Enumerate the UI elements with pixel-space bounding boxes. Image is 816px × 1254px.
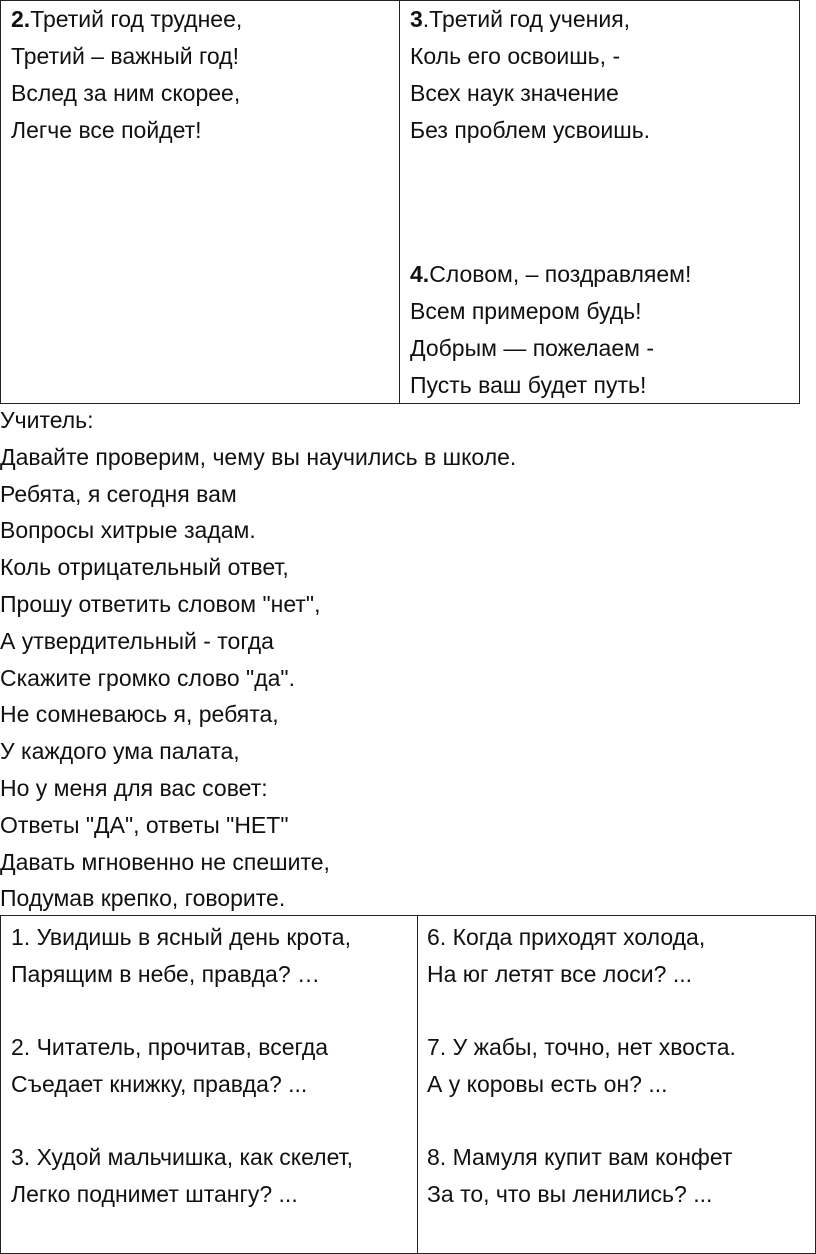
question-line: Съедает книжку, правда? ...: [11, 1071, 308, 1097]
question-7: [427, 1029, 736, 1103]
question-1: [11, 919, 351, 993]
speech-line: Давать мгновенно не спешите,: [0, 848, 330, 875]
question-line: 3. Худой мальчишка, как скелет,: [11, 1144, 353, 1170]
question-6: [427, 919, 705, 993]
question-line: 1. Увидишь в ясный день крота,: [11, 924, 351, 950]
speech-line: Скажите громко слово "да".: [0, 664, 295, 691]
verse-line: Добрым — пожелаем -: [410, 335, 654, 361]
verse-line: [11, 1, 242, 38]
question-line: 2. Читатель, прочитав, всегда: [11, 1034, 329, 1060]
speech-line: Прошу ответить словом "нет",: [0, 590, 321, 617]
speech-line: Ответы "ДА", ответы "НЕТ": [0, 811, 289, 838]
table-column-divider: [399, 1, 400, 403]
speech-line: Давайте проверим, чему вы научились в школе.: [0, 443, 517, 470]
teacher-speech: [0, 402, 516, 917]
speech-line: Вопросы хитрые задам.: [0, 517, 256, 544]
speaker-label: Учитель:: [0, 407, 94, 433]
verse-number: 3: [410, 6, 423, 32]
verse-line: Легче все пойдет!: [11, 117, 202, 143]
question-line: Парящим в небе, правда? …: [11, 961, 321, 987]
verse-line: Третий – важный год!: [11, 43, 239, 69]
verse-4: [410, 256, 691, 404]
question-8: [427, 1139, 732, 1213]
verse-line: Коль его освоишь, -: [410, 43, 621, 69]
question-line: За то, что вы ленились? ...: [427, 1181, 713, 1207]
table-column-divider: [417, 916, 418, 1253]
speech-line: Коль отрицательный ответ,: [0, 554, 289, 581]
verse-text: Словом, – поздравляем!: [429, 261, 692, 287]
verse-text: Третий год труднее,: [30, 6, 243, 32]
verse-line: Вслед за ним скорее,: [11, 80, 241, 106]
speech-line: Ребята, я сегодня вам: [0, 480, 237, 507]
verse-number: 2.: [11, 6, 31, 32]
verse-3: [410, 1, 650, 149]
question-3: [11, 1139, 353, 1213]
question-line: 6. Когда приходят холода,: [427, 924, 706, 950]
verse-line: Всем примером будь!: [410, 298, 642, 324]
questions-table: [0, 915, 816, 1254]
question-line: 8. Мамуля купит вам конфет: [427, 1144, 733, 1170]
speech-line: У каждого ума палата,: [0, 738, 240, 765]
verse-2: [11, 1, 242, 149]
question-line: А у коровы есть он? ...: [427, 1071, 668, 1097]
verse-line: Всех наук значение: [410, 80, 619, 106]
verse-text: .Третий год учения,: [422, 6, 631, 32]
verse-line: Пусть ваш будет путь!: [410, 372, 647, 398]
verse-line: Без проблем усвоишь.: [410, 117, 651, 143]
question-line: На юг летят все лоси? ...: [427, 961, 692, 987]
question-2: [11, 1029, 328, 1103]
speech-line: А утвердительный - тогда: [0, 627, 274, 654]
question-line: Легко поднимет штангу? ...: [11, 1181, 298, 1207]
verse-line: [410, 1, 650, 38]
speech-line: Подумав крепко, говорите.: [0, 885, 286, 912]
verse-number: 4.: [410, 261, 430, 287]
verse-line: [410, 256, 691, 293]
speech-line: Но у меня для вас совет:: [0, 774, 268, 801]
verses-table: [0, 0, 800, 404]
speech-line: Не сомневаюсь я, ребята,: [0, 701, 279, 728]
question-line: 7. У жабы, точно, нет хвоста.: [427, 1034, 736, 1060]
